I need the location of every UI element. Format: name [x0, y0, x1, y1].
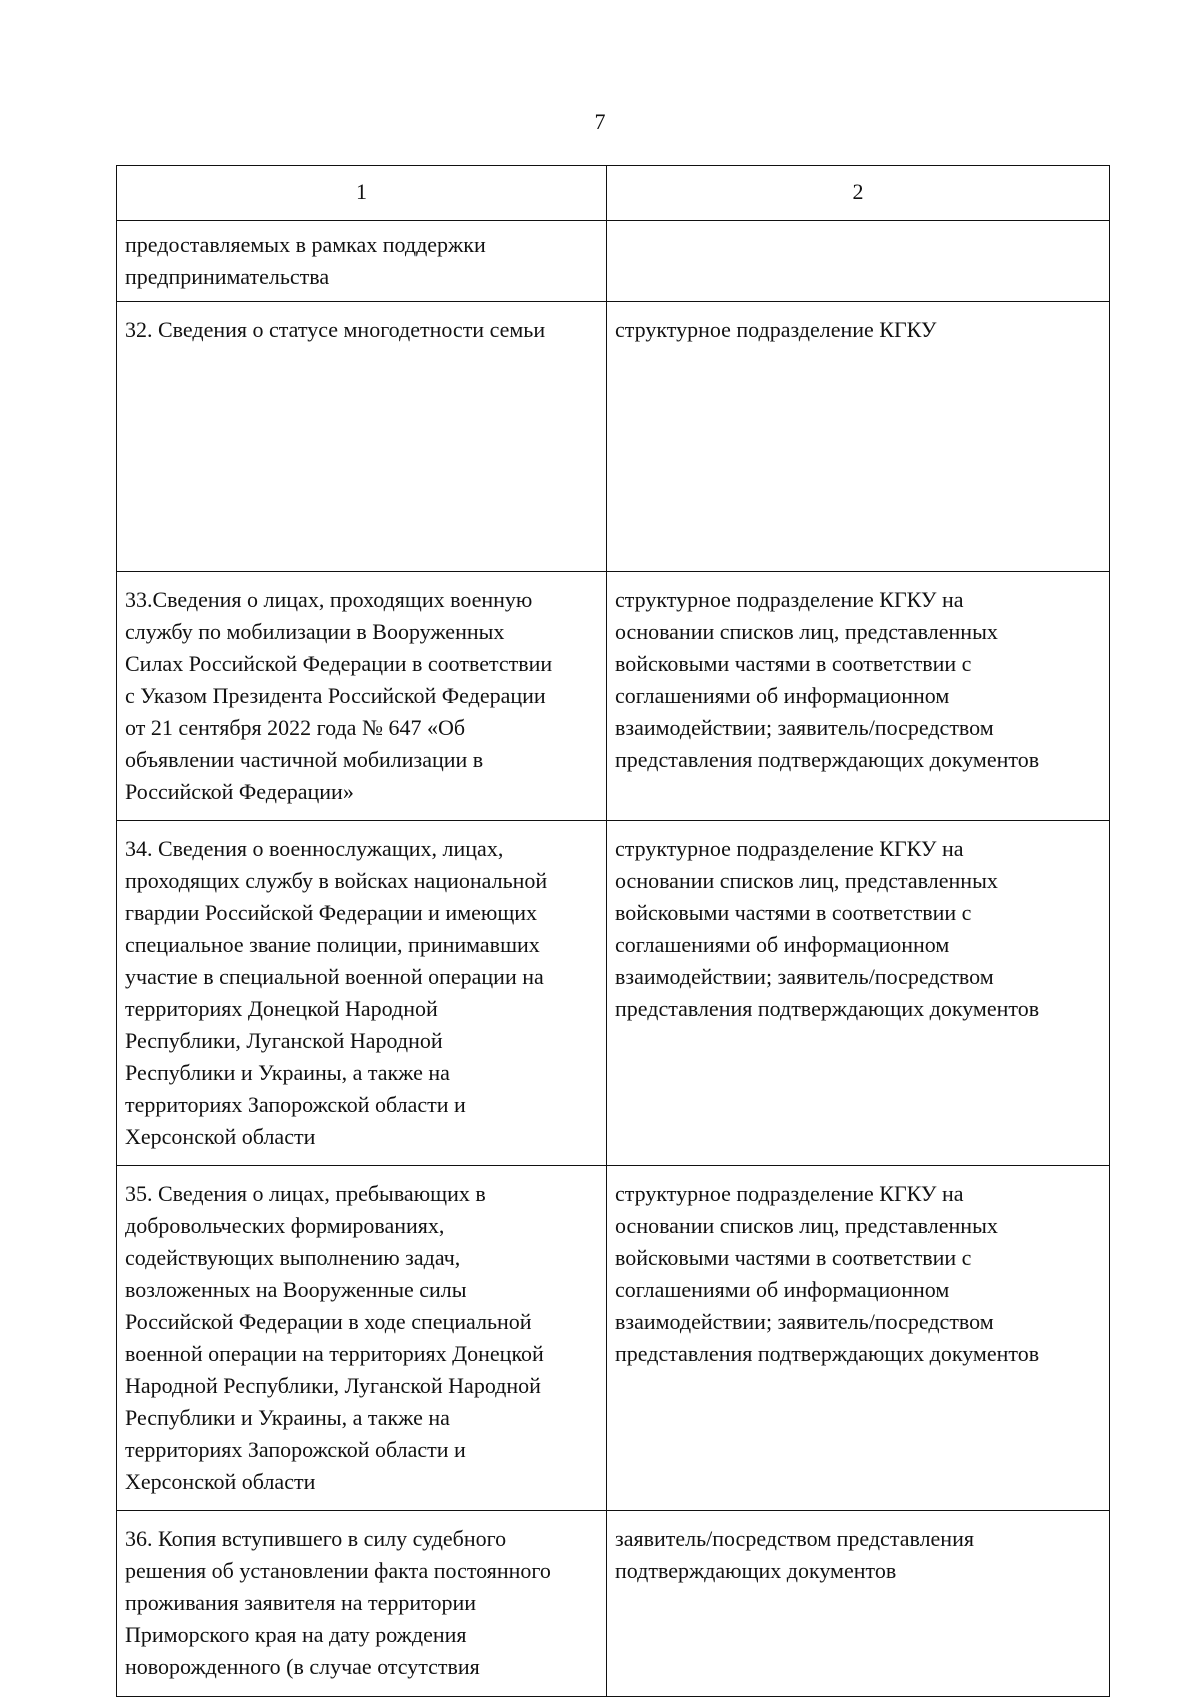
row-32-left [117, 302, 607, 572]
table-row [117, 1511, 1110, 1697]
cell-text: 34. Сведения о военнослужащих, лицах, проходящих службу в войсках национальной гвардии Российской Федерации и имеющих специальное звание полиции, принимавших участие в специальной военной операции на территориях Донецкой Народной Республики, Луганской Народной Республики и Украины, а также на территориях Запорожской области и Херсонской области [125, 836, 548, 1149]
row-36-left [117, 1511, 607, 1697]
cell-text: предоставляемых в рамках поддержки предпринимательства [125, 232, 486, 289]
column-header-1: 1 [117, 166, 607, 221]
cell-text: структурное подразделение КГКУ [615, 317, 937, 342]
row-34-right [607, 821, 1110, 1166]
cell-text: заявитель/посредством представления подтверждающих документов [615, 1526, 974, 1583]
row-continuation-left [117, 221, 607, 302]
row-36-right [607, 1511, 1110, 1697]
table-row [117, 302, 1110, 572]
cell-text: 36. Копия вступившего в силу судебного решения об установлении факта постоянного проживания заявителя на территории Приморского края на дату рождения новорожденного (в случае отсутствия [125, 1526, 551, 1679]
table-row [117, 221, 1110, 302]
row-34-left [117, 821, 607, 1166]
page-number: 7 [594, 109, 606, 134]
row-32-right [607, 302, 1110, 572]
cell-text: структурное подразделение КГКУ на основании списков лиц, представленных войсковыми частями в соответствии с соглашениями об информационном взаимодействии; заявитель/посредством представления подтверждающих документов [615, 836, 1040, 1021]
row-35-left [117, 1166, 607, 1511]
row-33-right [607, 572, 1110, 821]
table-row [117, 821, 1110, 1166]
cell-text: 33.Сведения о лицах, проходящих военную службу по мобилизации в Вооруженных Силах Российской Федерации в соответствии с Указом Президента Российской Федерации от 21 сентября 2022 года № 647 «Об объявлении частичной мобилизации в Российской Федерации» [125, 587, 553, 804]
cell-text: структурное подразделение КГКУ на основании списков лиц, представленных войсковыми частями в соответствии с соглашениями об информационном взаимодействии; заявитель/посредством представления подтверждающих документов [615, 587, 1040, 772]
cell-text: 35. Сведения о лицах, пребывающих в добровольческих формированиях, содействующих выполнению задач, возложенных на Вооруженные силы Российской Федерации в ходе специальной военной операции на территориях Донецкой Народной Республики, Луганской Народной Республики и Украины, а также на территориях Запорожской области и Херсонской области [125, 1181, 544, 1494]
cell-text: 32. Сведения о статусе многодетности семьи [125, 317, 546, 342]
table-row [117, 1166, 1110, 1511]
row-continuation-right [607, 221, 1110, 302]
column-header-2: 2 [607, 166, 1110, 221]
row-33-left [117, 572, 607, 821]
cell-text: структурное подразделение КГКУ на основании списков лиц, представленных войсковыми частями в соответствии с соглашениями об информационном взаимодействии; заявитель/посредством представления подтверждающих документов [615, 1181, 1040, 1366]
table-row [117, 572, 1110, 821]
row-35-right [607, 1166, 1110, 1511]
table-header-row [117, 166, 1110, 221]
documents-table [116, 165, 1110, 1697]
